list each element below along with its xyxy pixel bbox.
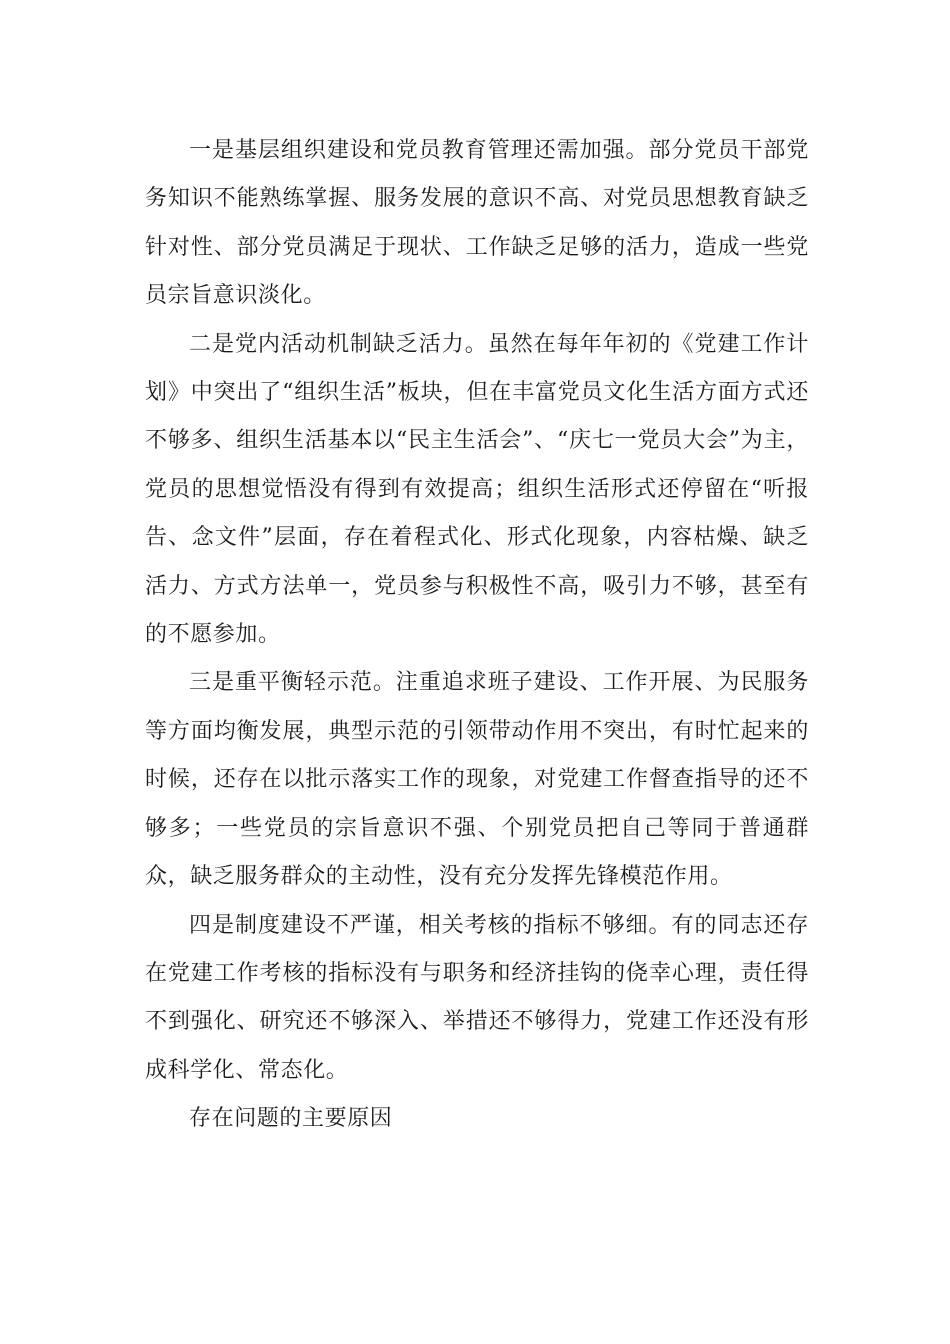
document-body xyxy=(145,127,809,1144)
paragraph-4: 四是制度建设不严谨，相关考核的指标不够细。有的同志还存在党建工作考核的指标没有与职务和经济挂钩的侥幸心理，责任得不到强化、研究还不够深入、举措还不够得力，党建工作还没有形成科学化、常态化。 xyxy=(145,912,809,1083)
section-heading: 存在问题的主要原因 xyxy=(189,1106,393,1132)
paragraph-3: 三是重平衡轻示范。注重追求班子建设、工作开展、为民服务等方面均衡发展，典型示范的引领带动作用不突出，有时忙起来的时候，还存在以批示落实工作的现象，对党建工作督查指导的还不够多；一些党员的宗旨意识不强、个别党员把自己等同于普通群众，缺乏服务群众的主动性，没有充分发挥先锋模范作用。 xyxy=(145,670,809,890)
paragraph-2: 二是党内活动机制缺乏活力。虽然在每年年初的《党建工作计划》中突出了“组织生活”板块，但在丰富党员文化生活方面方式还不够多、组织生活基本以“民主生活会”、“庆七一党员大会”为主，党员的思想觉悟没有得到有效提高；组织生活形式还停留在“听报告、念文件”层面，存在着程式化、形式化现象，内容枯燥、缺乏活力、方式方法单一，党员参与积极性不高，吸引力不够，甚至有的不愿参加。 xyxy=(145,331,809,648)
paragraph-1: 一是基层组织建设和党员教育管理还需加强。部分党员干部党务知识不能熟练掌握、服务发展的意识不高、对党员思想教育缺乏针对性、部分党员满足于现状、工作缺乏足够的活力，造成一些党员宗旨意识淡化。 xyxy=(145,138,809,309)
